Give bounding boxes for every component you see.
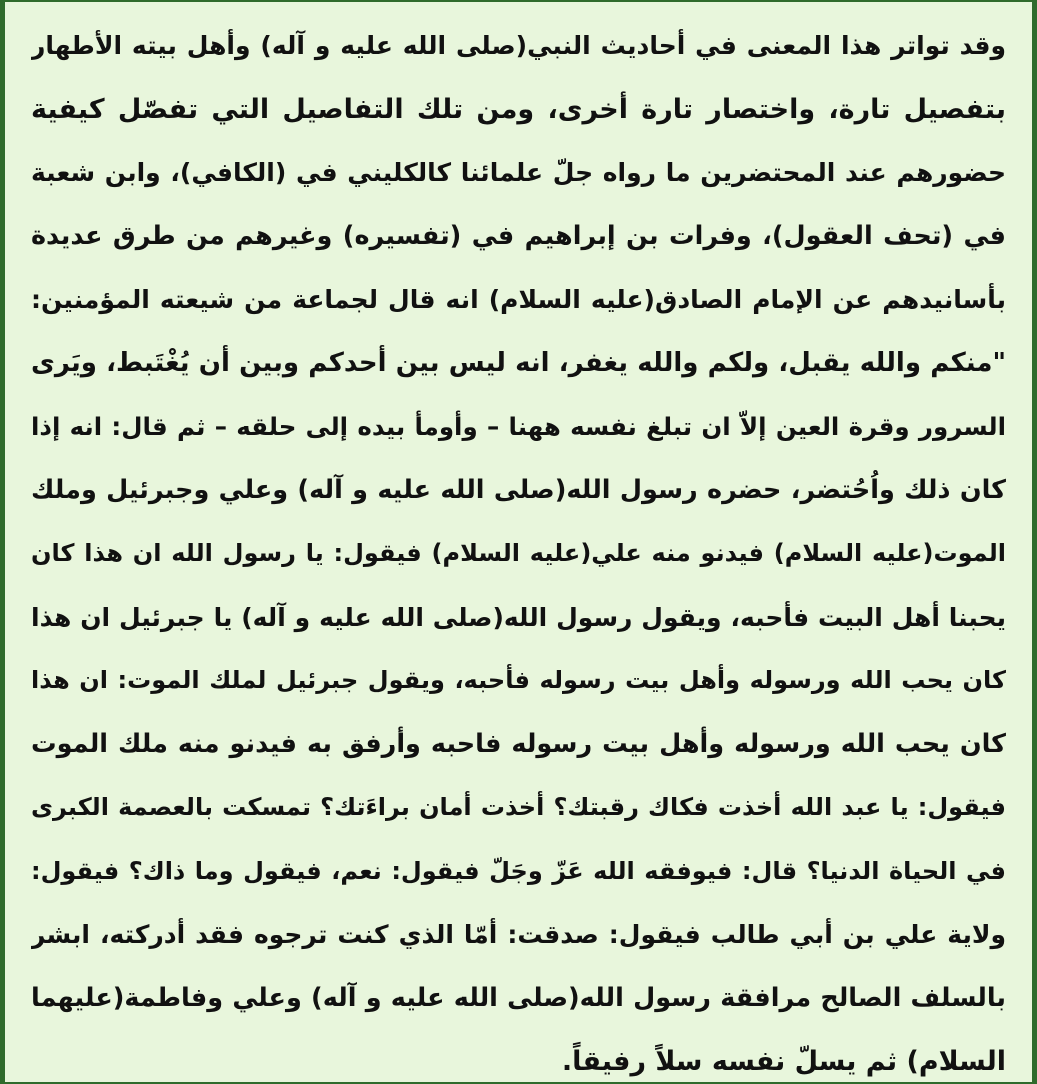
text-line: فيقول: يا عبد الله أخذت فكاك رقبتك؟ أخذت أمان براءَتك؟ تمسكت بالعصمة الكبرى xyxy=(31,793,1006,821)
text-line: بأسانيدهم عن الإمام الصادق(عليه السلام) انه قال لجماعة من شيعته المؤمنين: xyxy=(31,285,1006,314)
text-line: كان يحب الله ورسوله وأهل بيت رسوله فاحبه وأرفق به فيدنو منه ملك الموت xyxy=(31,728,1006,759)
text-line: بالسلف الصالح مرافقة رسول الله(صلى الله عليه و آله) وعلي وفاطمة(عليهما xyxy=(31,982,1006,1013)
text-line: "منكم والله يقبل، ولكم والله يغفر، انه ليس بين أحدكم وبين أن يُغْتَبط، ويَرى xyxy=(31,347,1006,378)
text-body xyxy=(31,14,1006,1084)
text-line: وقد تواتر هذا المعنى في أحاديث النبي(صلى الله عليه و آله) وأهل بيته الأطهار xyxy=(31,31,1006,60)
text-line: في (تحف العقول)، وفرات بن إبراهيم في (تفسيره) وغيرهم من طرق عديدة xyxy=(31,220,1006,251)
text-line: السلام) ثم يسلّ نفسه سلاً رفيقاً. xyxy=(561,1046,1006,1077)
text-line: يحبنا أهل البيت فأحبه، ويقول رسول الله(صلى الله عليه و آله) يا جبرئيل ان هذا xyxy=(31,602,1006,632)
text-line: السرور وقرة العين إلاّ ان تبلغ نفسه ههنا – وأومأ بيده إلى حلقه – ثم قال: انه إذا xyxy=(31,412,1006,441)
text-line: الموت(عليه السلام) فيدنو منه علي(عليه السلام) فيقول: يا رسول الله ان هذا كان xyxy=(31,539,1006,567)
text-line: كان ذلك واُحُتضر، حضره رسول الله(صلى الله عليه و آله) وعلي وجبرئيل وملك xyxy=(31,474,1006,505)
text-line: حضورهم عند المحتضرين ما رواه جلّ علمائنا كالكليني في (الكافي)، وابن شعبة xyxy=(31,158,1006,187)
text-line: في الحياة الدنيا؟ قال: فيوفقه الله عَزّ وجَلّ فيقول: نعم، فيقول وما ذاك؟ فيقول: xyxy=(31,856,1006,885)
text-line: بتفصيل تارة، واختصار تارة أخرى، ومن تلك التفاصيل التي تفصّل كيفية xyxy=(31,93,1006,125)
text-line: ولاية علي بن أبي طالب فيقول: صدقت: أمّا الذي كنت ترجوه فقد أدركته، ابشر xyxy=(31,920,1006,949)
text-line: كان يحب الله ورسوله وأهل بيت رسوله فأحبه، ويقول جبرئيل لملك الموت: ان هذا xyxy=(31,666,1006,694)
